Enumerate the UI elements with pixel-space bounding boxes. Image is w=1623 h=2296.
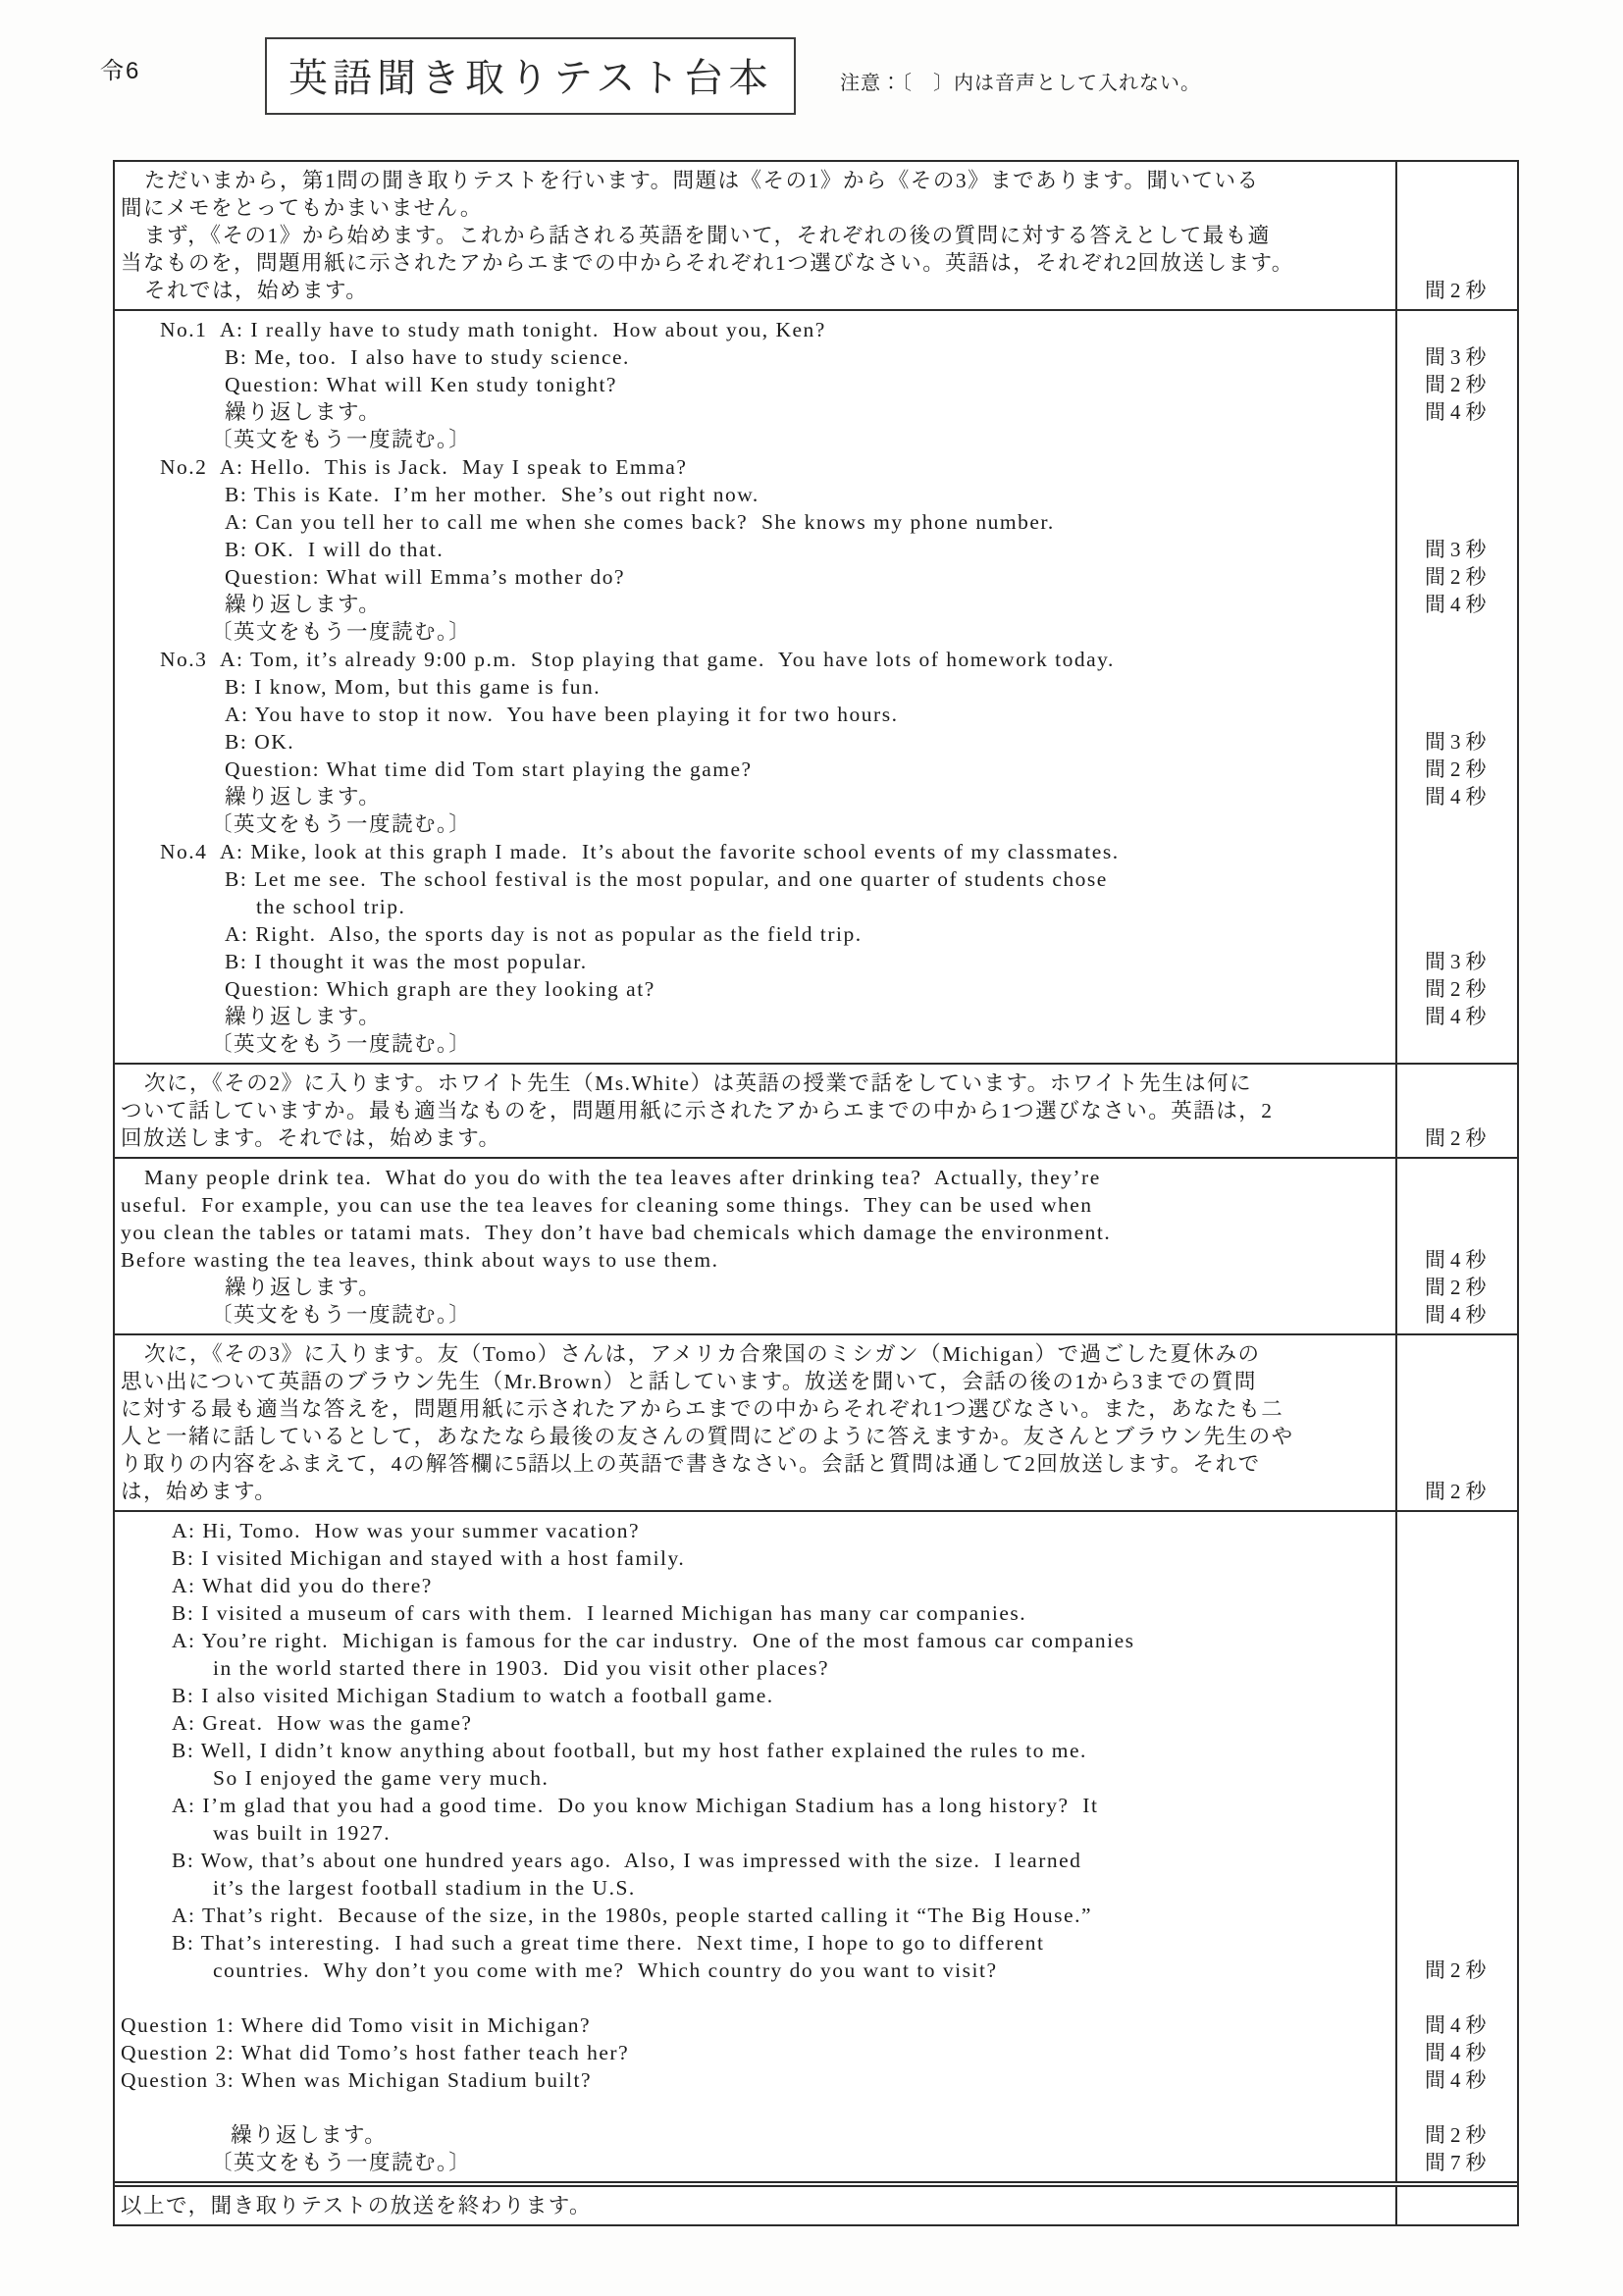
script-line	[121, 1984, 1391, 2011]
era-label: 令6	[100, 58, 141, 84]
timing-label: 間2秒	[1425, 1126, 1492, 1150]
script-line: B: I also visited Michigan Stadium to watch a football game.	[172, 1684, 774, 1707]
script-line: Before wasting the tea leaves, think about ways to use them.	[121, 1248, 719, 1272]
script-line: in the world started there in 1903. Did you visit other places?	[213, 1656, 829, 1680]
timing-label: 間4秒	[1425, 785, 1492, 809]
timing-label: 間2秒	[1425, 373, 1492, 396]
script-line: Question: Which graph are they looking at?	[225, 977, 655, 1001]
script-line: 以上で，聞き取りテストの放送を終わります。	[121, 2194, 592, 2218]
timing-cell	[1395, 2187, 1517, 2224]
script-line: 思い出について英語のブラウン先生（Mr.Brown）と話しています。放送を聞いて，会話の後の1から3までの質問	[121, 1370, 1257, 1393]
script-line: Question: What will Emma’s mother do?	[225, 565, 626, 589]
script-line: 回放送します。それでは，始めます。	[121, 1126, 501, 1150]
script-line: 次に，《その2》に入ります。ホワイト先生（Ms.White）は英語の授業で話をしています。ホワイト先生は何に	[144, 1071, 1253, 1095]
script-line: 繰り返します。	[225, 400, 382, 424]
header-note: 注意：〔 〕内は音声として入れない。	[840, 73, 1201, 94]
timing-label: 間2秒	[1425, 279, 1492, 302]
timing-cell	[1395, 1512, 1517, 2181]
script-cell-part2-intro	[115, 1065, 1395, 1157]
script-line: useful. For example, you can use the tea leaves for cleaning some things. They can be used when	[121, 1193, 1093, 1217]
timing-label: 間2秒	[1425, 2123, 1492, 2147]
script-line: B: Me, too. I also have to study science.	[225, 345, 630, 369]
script-line: 繰り返します。	[231, 2123, 388, 2147]
timing-label: 間3秒	[1425, 950, 1492, 973]
script-cell-opening	[115, 162, 1395, 309]
script-line: B: That’s interesting. I had such a great time there. Next time, I hope to go to different	[172, 1931, 1045, 1955]
timing-cell	[1395, 311, 1517, 1063]
script-line: B: I know, Mom, but this game is fun.	[225, 675, 602, 699]
script-cell-part3-intro	[115, 1335, 1395, 1510]
timing-label: 間2秒	[1425, 1958, 1492, 1982]
script-line: 次に，《その3》に入ります。友（Tomo）さんは，アメリカ合衆国のミシガン（Michigan）で過ごした夏休みの	[144, 1342, 1261, 1366]
script-line: was built in 1927.	[213, 1821, 392, 1845]
script-line: 繰り返します。	[225, 593, 382, 616]
script-line: 〔英文をもう一度読む。〕	[211, 428, 472, 451]
table-row-opening	[115, 162, 1517, 309]
table-row-part2-intro	[115, 1063, 1517, 1157]
timing-label: 間2秒	[1425, 565, 1492, 589]
script-line: B: This is Kate. I’m her mother. She’s out right now.	[225, 483, 759, 506]
timing-label: 間4秒	[1425, 1248, 1492, 1272]
script-line: り取りの内容をふまえて，4の解答欄に5語以上の英語で書きなさい。会話と質問は通して2回放送します。それで	[121, 1452, 1261, 1476]
script-line: A: Great. How was the game?	[172, 1711, 473, 1735]
timing-label: 間4秒	[1425, 1303, 1492, 1327]
script-line: Question 2: What did Tomo’s host father teach her?	[121, 2041, 630, 2064]
script-line: Question 3: When was Michigan Stadium built?	[121, 2068, 593, 2092]
timing-label: 間2秒	[1425, 1276, 1492, 1299]
script-line: No.3 A: Tom, it’s already 9:00 p.m. Stop playing that game. You have lots of homework today.	[160, 648, 1115, 671]
table-row-part3-conversation	[115, 1510, 1517, 2181]
script-line: Question 1: Where did Tomo visit in Michigan?	[121, 2013, 592, 2037]
script-line: B: Let me see. The school festival is the most popular, and one quarter of students chose	[225, 867, 1108, 891]
script-cell-part1-questions	[115, 311, 1395, 1063]
timing-label: 間3秒	[1425, 538, 1492, 561]
timing-label: 間4秒	[1425, 400, 1492, 424]
script-line: A: That’s right. Because of the size, in the 1980s, people started calling it “The Big House.”	[172, 1904, 1092, 1927]
script-line: countries. Why don’t you come with me? Which country do you want to visit?	[213, 1958, 998, 1982]
timing-label: 間2秒	[1425, 757, 1492, 781]
script-line	[121, 2094, 1391, 2121]
script-line: the school trip.	[256, 895, 406, 918]
script-line: 当なものを，問題用紙に示されたアからエまでの中からそれぞれ1つ選びなさい。英語は，それぞれ2回放送します。	[121, 251, 1294, 275]
script-line: 繰り返します。	[225, 1276, 382, 1299]
table-row-part3-intro	[115, 1333, 1517, 1510]
script-line: B: Wow, that’s about one hundred years ago. Also, I was impressed with the size. I learned	[172, 1849, 1082, 1872]
table-row-part2-passage	[115, 1157, 1517, 1333]
timing-label: 間3秒	[1425, 730, 1492, 754]
script-line: A: Right. Also, the sports day is not as popular as the field trip.	[225, 922, 863, 946]
script-line: ただいまから，第1問の聞き取りテストを行います。問題は《その1》から《その3》まであります。聞いている	[144, 169, 1260, 192]
script-cell-closing	[115, 2187, 1395, 2224]
script-line: 〔英文をもう一度読む。〕	[211, 620, 472, 644]
script-line: B: Well, I didn’t know anything about football, but my host father explained the rules to me.	[172, 1739, 1087, 1762]
script-line: B: OK.	[225, 730, 295, 754]
script-line: A: You have to stop it now. You have been playing it for two hours.	[225, 703, 899, 726]
script-line: So I enjoyed the game very much.	[213, 1766, 550, 1790]
script-line: は，始めます。	[121, 1480, 278, 1503]
timing-label: 間2秒	[1425, 977, 1492, 1001]
timing-cell	[1395, 162, 1517, 309]
script-line: 〔英文をもう一度読む。〕	[211, 1303, 472, 1327]
script-line: it’s the largest football stadium in the U.S.	[213, 1876, 636, 1900]
timing-label: 間4秒	[1425, 1005, 1492, 1028]
script-line: A: Can you tell her to call me when she comes back? She knows my phone number.	[225, 510, 1055, 534]
script-line: Many people drink tea. What do you do with the tea leaves after drinking tea? Actually, they’re	[144, 1166, 1101, 1189]
script-line: Question: What will Ken study tonight?	[225, 373, 617, 396]
script-line: 〔英文をもう一度読む。〕	[211, 812, 472, 836]
script-line: B: OK. I will do that.	[225, 538, 445, 561]
timing-label: 間4秒	[1425, 2041, 1492, 2064]
script-line: それでは，始めます。	[144, 279, 369, 302]
timing-cell	[1395, 1065, 1517, 1157]
script-line: 間にメモをとってもかまいません。	[121, 196, 483, 220]
script-line: No.4 A: Mike, look at this graph I made. It’s about the favorite school events of my classmates.	[160, 840, 1120, 863]
script-line: B: I visited Michigan and stayed with a host family.	[172, 1546, 686, 1570]
timing-label: 間4秒	[1425, 2013, 1492, 2037]
script-line: you clean the tables or tatami mats. They don’t have bad chemicals which damage the environment.	[121, 1221, 1112, 1244]
script-line: ついて話していますか。最も適当なものを，問題用紙に示されたアからエまでの中から1つ選びなさい。英語は，2	[121, 1099, 1274, 1122]
script-line: A: I’m glad that you had a good time. Do you know Michigan Stadium has a long history? It	[172, 1794, 1099, 1817]
table-row-closing	[115, 2181, 1517, 2224]
script-line: まず，《その1》から始めます。これから話される英語を聞いて，それぞれの後の質問に対する答えとして最も適	[144, 224, 1271, 247]
script-line: 〔英文をもう一度読む。〕	[211, 2151, 472, 2174]
script-line: A: Hi, Tomo. How was your summer vacation?	[172, 1519, 640, 1542]
script-table	[113, 160, 1519, 2226]
script-cell-part2-passage	[115, 1159, 1395, 1333]
timing-cell	[1395, 1159, 1517, 1333]
script-line: No.2 A: Hello. This is Jack. May I speak to Emma?	[160, 455, 688, 479]
script-line: B: I thought it was the most popular.	[225, 950, 588, 973]
script-line: 〔英文をもう一度読む。〕	[211, 1032, 472, 1056]
script-line: A: You’re right. Michigan is famous for the car industry. One of the most famous car companies	[172, 1629, 1135, 1652]
script-line: 人と一緒に話しているとして，あなたなら最後の友さんの質問にどのように答えますか。友さんとブラウン先生のや	[121, 1425, 1294, 1448]
timing-label: 間3秒	[1425, 345, 1492, 369]
script-line: A: What did you do there?	[172, 1574, 433, 1597]
script-line: B: I visited a museum of cars with them. I learned Michigan has many car companies.	[172, 1601, 1027, 1625]
timing-label: 間4秒	[1425, 593, 1492, 616]
page-title-box	[265, 37, 796, 115]
timing-label: 間4秒	[1425, 2068, 1492, 2092]
script-line: 繰り返します。	[225, 785, 382, 809]
script-line: に対する最も適当な答えを，問題用紙に示されたアからエまでの中からそれぞれ1つ選びなさい。また，あなたも二	[121, 1397, 1284, 1421]
table-row-part1-questions	[115, 309, 1517, 1063]
script-line: Question: What time did Tom start playing the game?	[225, 757, 753, 781]
timing-label: 間7秒	[1425, 2151, 1492, 2174]
script-cell-part3-conversation	[115, 1512, 1395, 2181]
script-line: No.1 A: I really have to study math tonight. How about you, Ken?	[160, 318, 826, 341]
timing-cell	[1395, 1335, 1517, 1510]
page-title: 英語聞き取りテスト台本	[288, 57, 773, 100]
timing-label: 間2秒	[1425, 1480, 1492, 1503]
script-line: 繰り返します。	[225, 1005, 382, 1028]
